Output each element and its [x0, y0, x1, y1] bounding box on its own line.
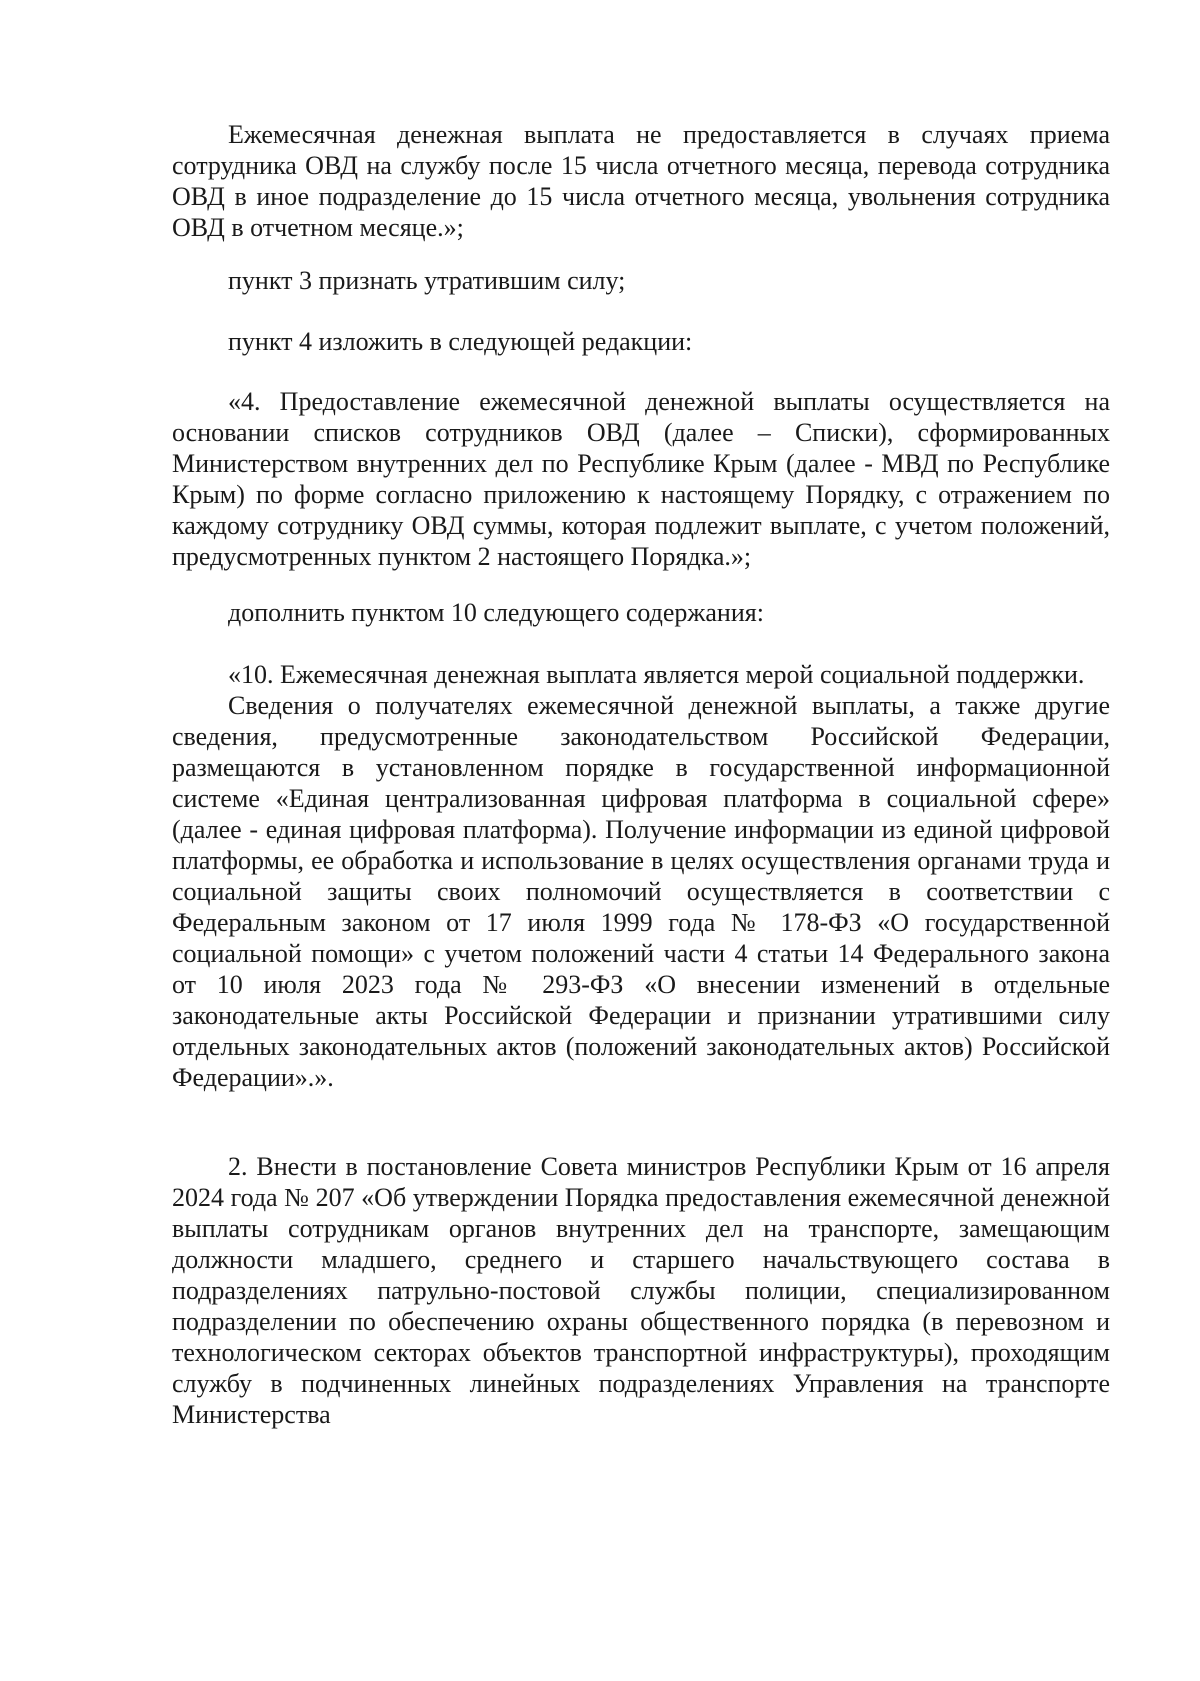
paragraph-item-10-text: [172, 659, 1110, 1093]
paragraph-text: 2. Внести в постановление Совета министров Республики Крым от 16 апреля 2024 года № 207 «Об утверждении Порядка предоставления ежемесячной денежной выплаты сотрудникам органов внутренних дел на транспорте, замещающим должности младшего, среднего и старшего начальствующего состава в подразделениях патрульно-постовой службы полиции, специализированном подразделении по обеспечению охраны общественного порядка (в перевозном и технологическом секторах объектов транспортной инфраструктуры), проходящим службу в подчиненных линейных подразделениях Управления на транспорте Министерства: [172, 1152, 1110, 1429]
paragraph-item-4-text: [172, 386, 1110, 572]
paragraph-item-4-intro: [172, 326, 1110, 357]
paragraph-text: Сведения о получателях ежемесячной денежной выплаты, а также другие сведения, предусмотренные законодательством Российской Федерации, размещаются в установленном порядке в государственной информационной системе «Единая централизованная цифровая платформа в социальной сфере» (далее - единая цифровая платформа). Получение информации из единой цифровой платформы, ее обработка и использование в целях осуществления органами труда и социальной защиты своих полномочий осуществляется в соответствии с Федеральным законом от 17 июля 1999 года № 178-ФЗ «О государственной социальной помощи» с учетом положений части 4 статьи 14 Федерального закона от 10 июля 2023 года № 293-ФЗ «О внесении изменений в отдельные законодательные акты Российской Федерации и признании утратившими силу отдельных законодательных актов (положений законодательных актов) Российской Федерации».».: [172, 691, 1110, 1092]
paragraph-item-10-intro: [172, 597, 1110, 628]
paragraph-monthly-payment-exclusions: [172, 119, 1110, 243]
paragraph-item-3-repeal: [172, 265, 1110, 296]
paragraph-text: «4. Предоставление ежемесячной денежной выплаты осуществляется на основании списков сотрудников ОВД (далее – Списки), сформированных Министерством внутренних дел по Республике Крым (далее - МВД по Республике Крым) по форме согласно приложению к настоящему Порядку, с отражением по каждому сотруднику ОВД суммы, которая подлежит выплате, с учетом положений, предусмотренных пунктом 2 настоящего Порядка.»;: [172, 387, 1110, 571]
paragraph-text: пункт 3 признать утратившим силу;: [228, 266, 626, 295]
paragraph-text: пункт 4 изложить в следующей редакции:: [228, 327, 693, 356]
paragraph-text: Ежемесячная денежная выплата не предоставляется в случаях приема сотрудника ОВД на службу после 15 числа отчетного месяца, перевода сотрудника ОВД в иное подразделение до 15 числа отчетного месяца, увольнения сотрудника ОВД в отчетном месяце.»;: [172, 120, 1110, 242]
paragraph-section-2: [172, 1151, 1110, 1430]
paragraph-text: дополнить пунктом 10 следующего содержания:: [228, 598, 764, 627]
paragraph-text: «10. Ежемесячная денежная выплата является мерой социальной поддержки.: [228, 660, 1085, 689]
